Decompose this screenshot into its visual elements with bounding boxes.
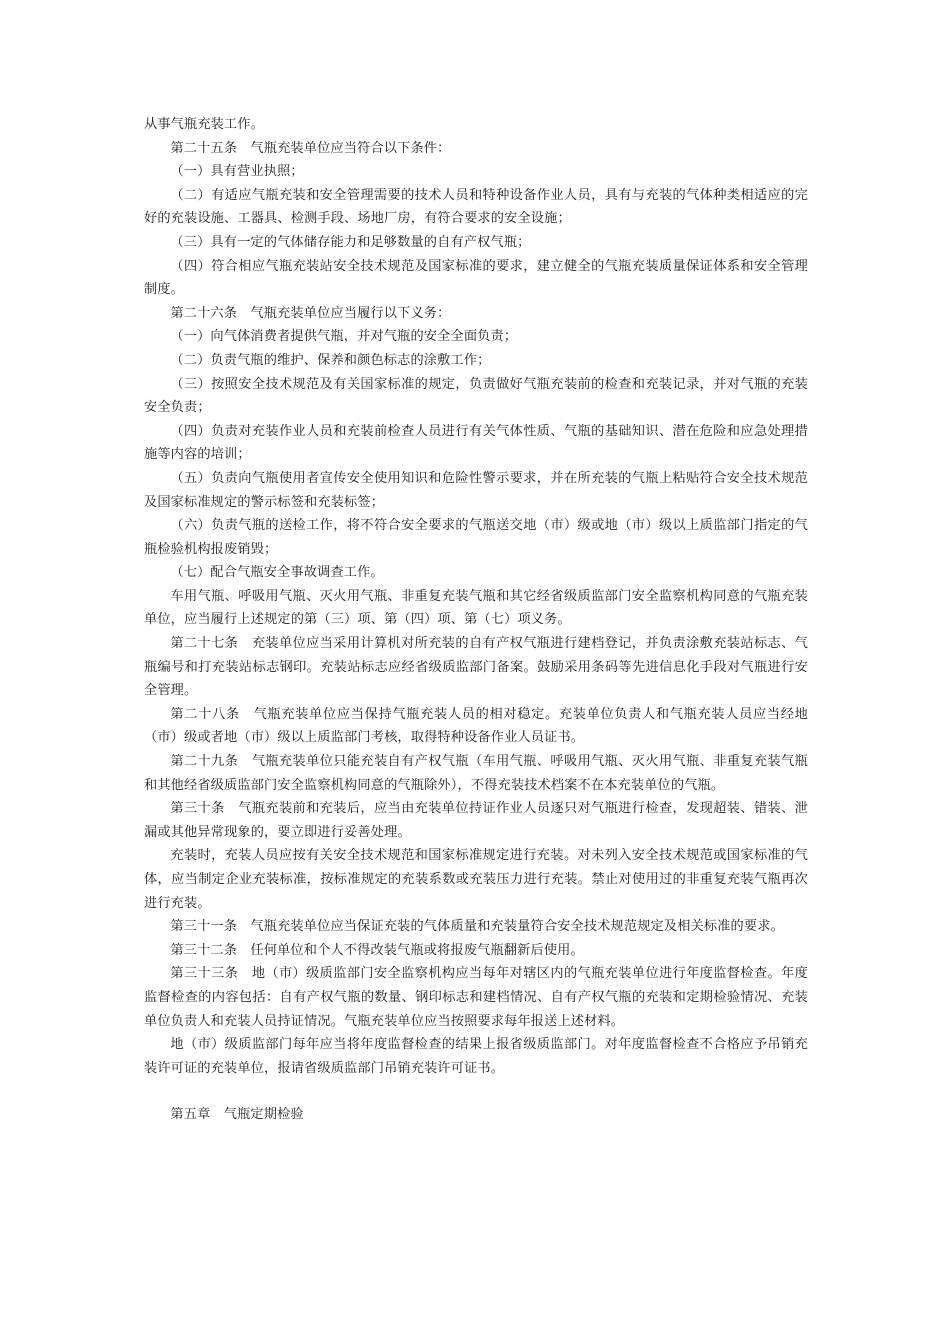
article-25-item-3: （三）具有一定的气体储存能力和足够数量的自有产权气瓶； — [170, 234, 531, 250]
article-26-item-6: （六）负责气瓶的送检工作，将不符合安全要求的气瓶送交地（市）级或地（市）级以上质监部门指定的气瓶检验机构报废销毁； — [144, 518, 808, 557]
article-30-paragraph-2: 充装时，充装人员应按有关安全技术规范和国家标准规定进行充装。对未列入安全技术规范或国家标准的气体，应当制定企业充装标准，按标准规定的充装系数或充装压力进行充装。禁止对使用过的非重复充装气瓶再次进行充装。 — [144, 848, 808, 911]
article-26-item-7: （七）配合气瓶安全事故调查工作。 — [170, 565, 384, 581]
article-33-paragraph-2: 地（市）级质监部门每年应当将年度监督检查的结果上报省级质监部门。对年度监督检查不合格应予吊销充装许可证的充装单位，报请省级质监部门吊销充装许可证书。 — [144, 1037, 808, 1076]
article-26-item-3: （三）按照安全技术规范及有关国家标准的规定，负责做好气瓶充装前的检查和充装记录，并对气瓶的充装安全负责； — [144, 376, 808, 416]
chapter-heading: 第五章 气瓶定期检验 — [170, 1107, 304, 1123]
article-33: 第三十三条 地（市）级质监部门安全监察机构应当每年对辖区内的气瓶充装单位进行年度监督检查。年度监督检查的内容包括：自有产权气瓶的数量、钢印标志和建档情况、自有产权气瓶的充装和定期检验情况、充装单位负责人和充装人员持证情况。气瓶充装单位应当按照要求每年报送上述材料。 — [144, 966, 808, 1029]
article-31: 第三十一条 气瓶充装单位应当保证充装的气体质量和充装量符合安全技术规范规定及相关标准的要求。 — [170, 919, 784, 935]
article-26-item-4: （四）负责对充装作业人员和充装前检查人员进行有关气体性质、气瓶的基础知识、潜在危险和应急处理措施等内容的培训； — [144, 423, 808, 463]
article-29: 第二十九条 气瓶充装单位只能充装自有产权气瓶（车用气瓶、呼吸用气瓶、灭火用气瓶、非重复充装气瓶和其他经省级质监部门安全监察机构同意的气瓶除外），不得充装技术档案不在本充装单位的气瓶。 — [144, 754, 808, 793]
article-28: 第二十八条 气瓶充装单位应当保持气瓶充装人员的相对稳定。充装单位负责人和气瓶充装人员应当经地（市）级或者地（市）级以上质监部门考核，取得特种设备作业人员证书。 — [144, 706, 808, 746]
article-25-item-2: （二）有适应气瓶充装和安全管理需要的技术人员和特种设备作业人员，具有与充装的气体种类相适应的完好的充装设施、工器具、检测手段、场地厂房，有符合要求的安全设施； — [144, 187, 808, 227]
document-page — [144, 113, 808, 1127]
article-26: 第二十六条 气瓶充装单位应当履行以下义务： — [170, 305, 451, 321]
article-25-item-1: （一）具有营业执照； — [170, 164, 304, 180]
article-27: 第二十七条 充装单位应当采用计算机对所充装的自有产权气瓶进行建档登记，并负责涂敷充装站标志、气瓶编号和打充装站标志钢印。充装站标志应经省级质监部门备案。鼓励采用条码等先进信息化手段对气瓶进行安全管理。 — [144, 636, 808, 699]
article-25: 第二十五条 气瓶充装单位应当符合以下条件： — [170, 140, 451, 156]
article-26-item-1: （一）向气体消费者提供气瓶，并对气瓶的安全全面负责； — [170, 329, 518, 345]
paragraph-continuation: 从事气瓶充装工作。 — [144, 117, 265, 132]
article-26-item-2: （二）负责气瓶的维护、保养和颜色标志的涂敷工作； — [170, 352, 491, 368]
article-30: 第三十条 气瓶充装前和充装后，应当由充装单位持证作业人员逐只对气瓶进行检查，发现超装、错装、泄漏或其他异常现象的，要立即进行妥善处理。 — [144, 801, 808, 840]
article-25-item-4: （四）符合相应气瓶充装站安全技术规范及国家标准的要求，建立健全的气瓶充装质量保证体系和安全管理制度。 — [144, 258, 808, 298]
article-26-note: 车用气瓶、呼吸用气瓶、灭火用气瓶、非重复充装气瓶和其它经省级质监部门安全监察机构同意的气瓶充装单位，应当履行上述规定的第（三）项、第（四）项、第（七）项义务。 — [144, 588, 808, 628]
article-26-item-5: （五）负责向气瓶使用者宣传安全使用知识和危险性警示要求，并在所充装的气瓶上粘贴符合安全技术规范及国家标准规定的警示标签和充装标签； — [144, 470, 808, 510]
article-32: 第三十二条 任何单位和个人不得改装气瓶或将报废气瓶翻新后使用。 — [170, 942, 584, 958]
